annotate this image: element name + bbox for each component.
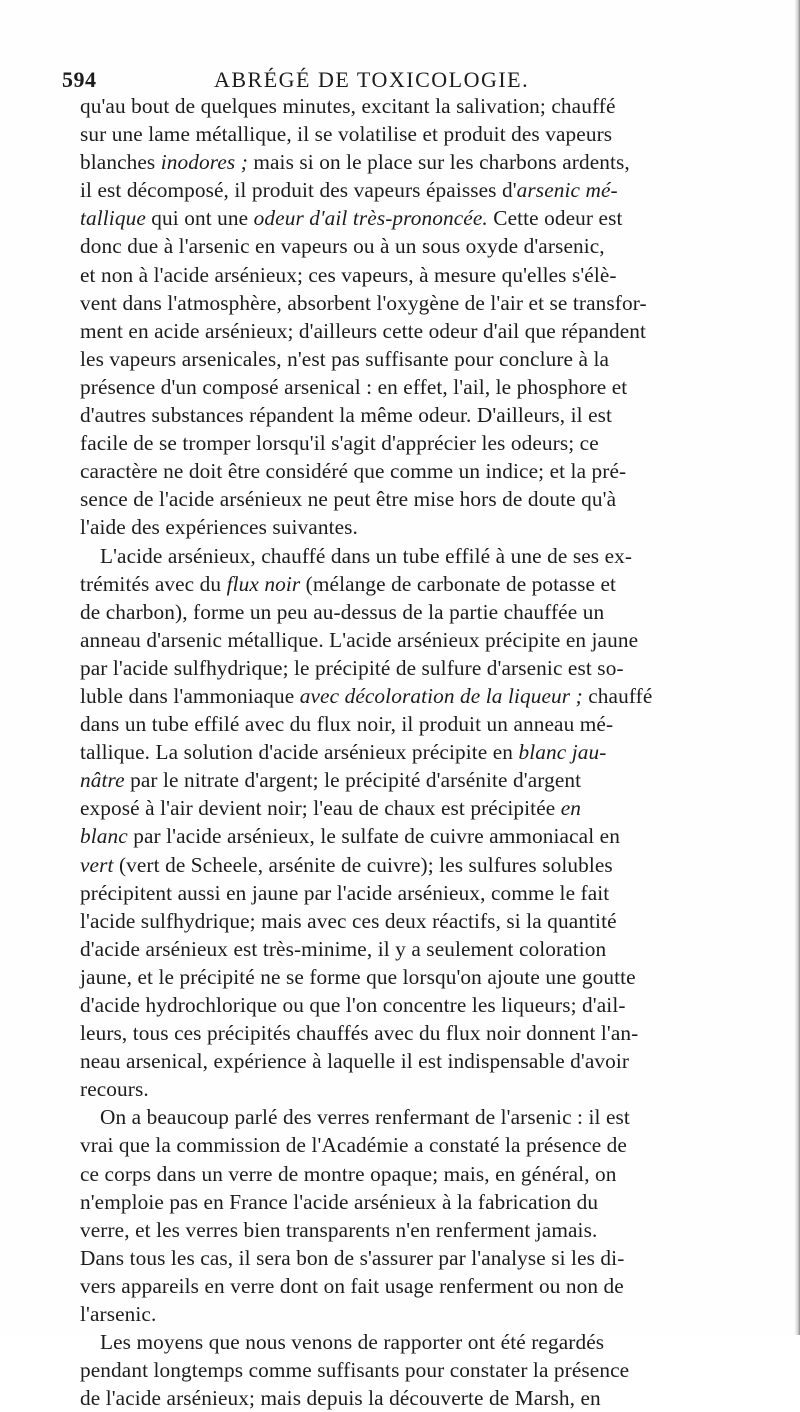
text-span: vers appareils en verre dont on fait usage renferment ou non de: [80, 1273, 624, 1298]
text-line: [80, 570, 800, 598]
text-line: [80, 766, 800, 794]
text-span: exposé à l'air devient noir; l'eau de chaux est précipitée: [80, 796, 561, 821]
italic-span: blanc: [80, 824, 128, 849]
text-line: [80, 1019, 800, 1047]
text-span: qu'au bout de quelques minutes, excitant la salivation; chauffé: [80, 94, 616, 118]
text-span: jaune, et le précipité ne se forme que lorsqu'on ajoute une goutte: [80, 964, 636, 989]
text-line: [80, 1103, 800, 1131]
text-span: et non à l'acide arsénieux; ces vapeurs, à mesure qu'elles s'élè-: [80, 262, 617, 287]
text-span: l'acide sulfhydrique; mais avec ces deux réactifs, si la quantité: [80, 908, 617, 933]
text-line: [80, 513, 800, 541]
text-span: l'aide des expériences suivantes.: [80, 515, 358, 540]
text-line: [80, 626, 800, 654]
italic-span: arsenic mé-: [516, 178, 618, 203]
text-span: les vapeurs arsenicales, n'est pas suffisante pour conclure à la: [80, 346, 610, 371]
text-line: [80, 401, 800, 429]
text-line: [80, 317, 800, 345]
text-line: [80, 935, 800, 963]
text-line: [80, 345, 800, 373]
text-span: de l'acide arsénieux; mais depuis la découverte de Marsh, en: [80, 1386, 601, 1411]
text-span: trémités avec du: [80, 571, 227, 596]
text-line: [80, 710, 800, 738]
text-line: [80, 1328, 800, 1356]
text-span: par l'acide sulfhydrique; le précipité de sulfure d'arsenic est so-: [80, 655, 624, 680]
text-line: [80, 794, 800, 822]
text-span: de charbon), forme un peu au-dessus de la partie chauffée un: [80, 599, 605, 624]
text-span: facile de se tromper lorsqu'il s'agit d'apprécier les odeurs; ce: [80, 431, 599, 456]
text-span: Cette odeur est: [487, 206, 623, 231]
italic-span: flux noir: [226, 571, 301, 596]
running-title: ABRÉGÉ DE TOXICOLOGIE.: [214, 67, 530, 92]
italic-span: inodores ;: [160, 150, 248, 175]
text-span: Les moyens que nous venons de rapporter ont été regardés: [100, 1330, 605, 1355]
text-span: anneau d'arsenic métallique. L'acide arsénieux précipite en jaune: [80, 627, 639, 652]
text-span: l'arsenic.: [80, 1302, 157, 1327]
text-span: (mélange de carbonate de potasse et: [300, 571, 617, 596]
italic-span: vert: [80, 852, 114, 877]
text-line: [80, 1160, 800, 1188]
text-line: [80, 738, 800, 766]
text-line: [80, 879, 800, 907]
text-line: [80, 204, 800, 232]
text-line: [80, 120, 800, 148]
text-span: tallique. La solution d'acide arsénieux précipite en: [80, 740, 519, 765]
text-line: [80, 991, 800, 1019]
text-span: il est décomposé, il produit des vapeurs épaisses d': [80, 178, 517, 203]
text-line: [80, 429, 800, 457]
text-span: (vert de Scheele, arsénite de cuivre); les sulfures solubles: [113, 852, 613, 877]
text-line: [80, 1188, 800, 1216]
text-line: [80, 1075, 800, 1103]
italic-span: blanc jau-: [518, 740, 607, 765]
text-line: [80, 1244, 800, 1272]
text-span: pendant longtemps comme suffisants pour constater la présence: [80, 1358, 630, 1383]
text-span: leurs, tous ces précipités chauffés avec du flux noir donnent l'an-: [80, 1021, 639, 1046]
italic-span: odeur d'ail très-prononcée.: [253, 206, 488, 231]
text-span: vrai que la commission de l'Académie a constaté la présence de: [80, 1133, 627, 1158]
text-line: [80, 654, 800, 682]
text-line: [80, 1384, 800, 1412]
text-span: d'acide arsénieux est très-minime, il y a seulement coloration: [80, 936, 607, 961]
page-header: [62, 67, 622, 95]
text-span: ce corps dans un verre de montre opaque; mais, en général, on: [80, 1161, 617, 1186]
text-span: d'autres substances répandent la même odeur. D'ailleurs, il est: [80, 403, 613, 428]
text-span: sence de l'acide arsénieux ne peut être mise hors de doute qu'à: [80, 487, 617, 512]
text-span: précipitent aussi en jaune par l'acide arsénieux, comme le fait: [80, 880, 610, 905]
text-span: n'emploie pas en France l'acide arsénieux à la fabrication du: [80, 1189, 599, 1214]
text-line: [80, 176, 800, 204]
text-span: On a beaucoup parlé des verres renfermant de l'arsenic : il est: [100, 1105, 630, 1130]
italic-span: avec décoloration de la liqueur ;: [299, 683, 583, 708]
italic-span: nâtre: [80, 768, 125, 793]
text-span: Dans tous les cas, il sera bon de s'assurer par l'analyse si les di-: [80, 1245, 625, 1270]
text-span: par le nitrate d'argent; le précipité d'arsénite d'argent: [124, 768, 582, 793]
text-line: [80, 963, 800, 991]
text-span: présence d'un composé arsenical : en effet, l'ail, le phosphore et: [80, 374, 628, 399]
text-span: neau arsenical, expérience à laquelle il est indispensable d'avoir: [80, 1049, 630, 1074]
italic-span: en: [560, 796, 582, 821]
text-line: [80, 373, 800, 401]
text-span: blanches: [80, 150, 161, 175]
text-line: [80, 907, 800, 935]
text-span: caractère ne doit être considéré que comme un indice; et la pré-: [80, 459, 627, 484]
text-line: [80, 485, 800, 513]
text-span: mais si on le place sur les charbons ardents,: [247, 150, 630, 175]
text-span: d'acide hydrochlorique ou que l'on concentre les liqueurs; d'ail-: [80, 993, 626, 1017]
text-span: dans un tube effilé avec du flux noir, il produit un anneau mé-: [80, 712, 614, 737]
text-line: [80, 542, 800, 570]
text-span: luble dans l'ammoniaque: [80, 683, 300, 708]
text-line: [80, 289, 800, 317]
text-span: verre, et les verres bien transparents n'en renferment jamais.: [80, 1217, 598, 1242]
text-span: sur une lame métallique, il se volatilise et produit des vapeurs: [80, 122, 613, 147]
text-span: donc due à l'arsenic en vapeurs ou à un sous oxyde d'arsenic,: [80, 234, 605, 259]
text-line: [80, 261, 800, 289]
text-line: [80, 1216, 800, 1244]
text-span: L'acide arsénieux, chauffé dans un tube effilé à une de ses ex-: [100, 543, 633, 568]
text-line: [80, 1131, 800, 1159]
text-span: chauffé: [582, 683, 653, 708]
body-text: [80, 92, 800, 1412]
page-number: 594: [62, 67, 97, 92]
text-span: par l'acide arsénieux, le sulfate de cuivre ammoniacal en: [127, 824, 620, 849]
text-line: [80, 232, 800, 260]
text-line: [80, 92, 800, 120]
text-span: ment en acide arsénieux; d'ailleurs cette odeur d'ail que répandent: [80, 318, 647, 343]
text-line: [80, 1300, 800, 1328]
text-line: [80, 851, 800, 879]
text-line: [80, 1272, 800, 1300]
text-line: [80, 682, 800, 710]
text-span: vent dans l'atmosphère, absorbent l'oxygène de l'air et se transfor-: [80, 290, 647, 315]
text-span: qui ont une: [145, 206, 254, 231]
text-line: [80, 148, 800, 176]
text-line: [80, 1047, 800, 1075]
page-edge: [794, 0, 800, 1335]
text-line: [80, 1356, 800, 1384]
text-line: [80, 598, 800, 626]
text-span: recours.: [80, 1077, 149, 1102]
italic-span: tallique: [80, 206, 146, 231]
text-line: [80, 822, 800, 850]
text-line: [80, 457, 800, 485]
